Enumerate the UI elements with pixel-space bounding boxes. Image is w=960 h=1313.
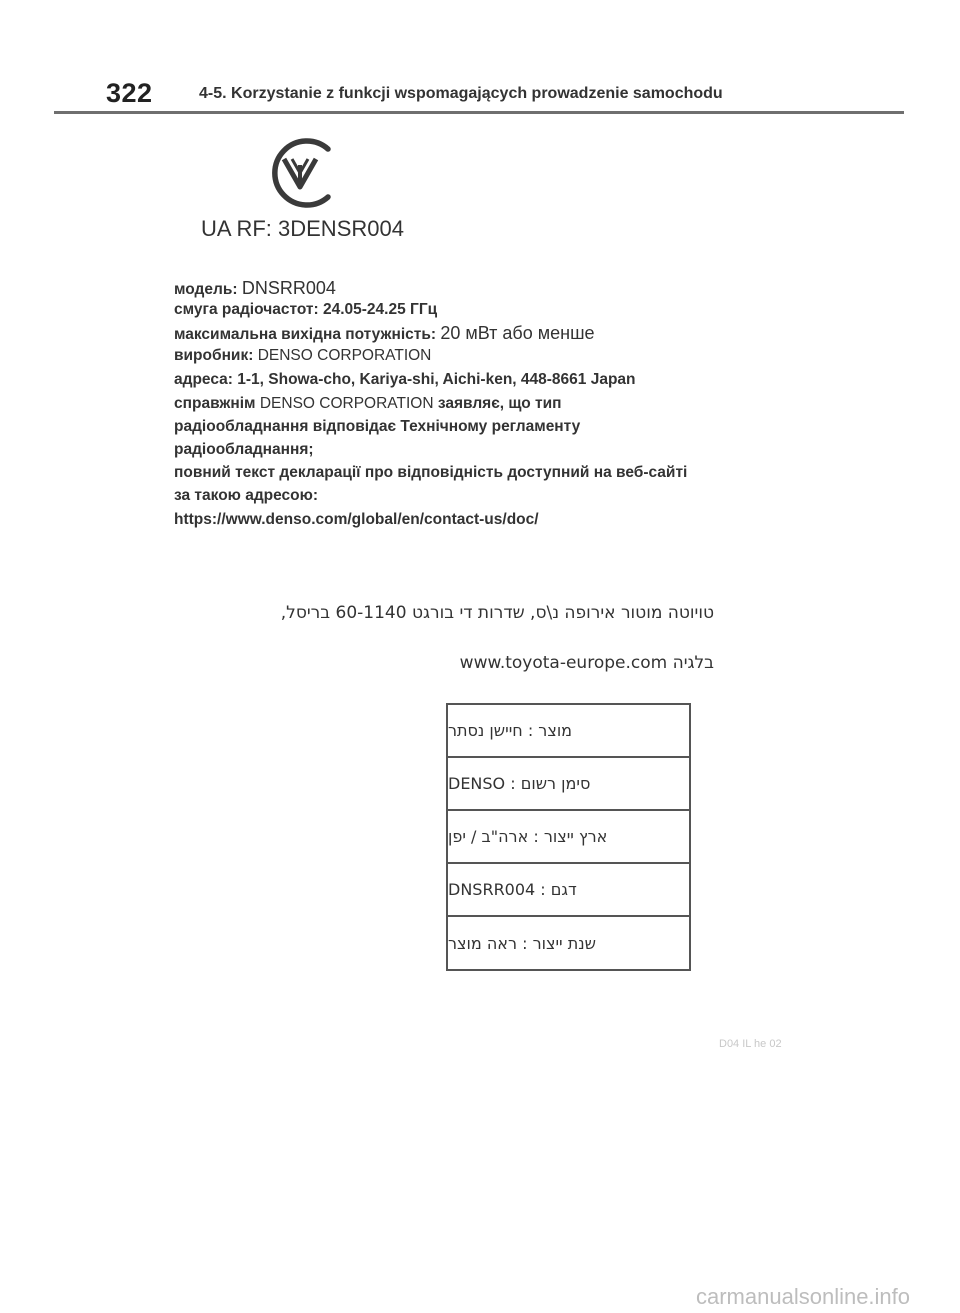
hebrew-country-url-line: בלגיה www.toyota-europe.com xyxy=(459,653,714,673)
address-value: 1-1, Showa-cho, Kariya-shi, Aichi-ken, 448-8661 Japan xyxy=(237,371,636,388)
power-line xyxy=(174,323,595,344)
power-value: 20 мВт або менше xyxy=(440,323,595,343)
hebrew-product-table xyxy=(446,703,691,971)
declaration-line-3: радіообладнання; xyxy=(174,441,314,458)
declaration-url: https://www.denso.com/global/en/contact-us/doc/ xyxy=(174,511,539,528)
figure-code: D04 IL he 02 xyxy=(719,1038,782,1050)
table-row-year: שנת ייצור : ראה מוצר xyxy=(448,934,596,953)
model-label: модель: xyxy=(174,281,238,298)
watermark: carmanualsonline.info xyxy=(696,1284,911,1309)
table-row-model: דגם : DNSRR004 xyxy=(448,864,689,917)
page-number: 322 xyxy=(106,78,153,108)
declaration-line-2: радіообладнання відповідає Технічному регламенту xyxy=(174,418,581,435)
declaration-hereby: справжнім xyxy=(174,395,256,412)
table-row-brand: סימן רשום : DENSO xyxy=(448,758,689,811)
declaration-line-1 xyxy=(174,395,562,413)
power-label: максимальна вихідна потужність: xyxy=(174,326,437,343)
band-line xyxy=(174,301,437,319)
hebrew-importer-line: טויוטה מוטור אירופה נ\ס, שדרות די בורגט 60-1140 בריסל, xyxy=(280,603,714,623)
band-label: смуга радіочастот: xyxy=(174,301,319,318)
table-row-product: מוצר : חיישן נסתר xyxy=(448,705,689,758)
section-title: 4-5. Korzystanie z funkcji wspomagających prowadzenie samochodu xyxy=(199,85,723,102)
ua-rf-code: UA RF: 3DENSR004 xyxy=(201,216,404,241)
table-row-country: ארץ ייצור : ארה"ב / יפן xyxy=(448,811,689,864)
address-line xyxy=(174,371,636,389)
declaration-declares: заявляє, що тип xyxy=(437,395,562,412)
address-label: адреса: xyxy=(174,371,233,388)
declaration-line-4: повний текст декларації про відповідність доступний на веб-сайті xyxy=(174,464,688,481)
declaration-line-5: за такою адресою: xyxy=(174,487,319,504)
model-value: DNSRR004 xyxy=(241,278,336,298)
declaration-company: DENSO CORPORATION xyxy=(259,395,434,412)
maker-label: виробник: xyxy=(174,347,254,364)
band-value: 24.05-24.25 ГГц xyxy=(322,301,438,318)
header-divider xyxy=(54,111,904,114)
model-line xyxy=(174,278,336,299)
maker-line xyxy=(174,347,431,365)
ukraine-conformity-mark-icon xyxy=(262,135,338,211)
maker-value: DENSO CORPORATION xyxy=(257,347,432,364)
